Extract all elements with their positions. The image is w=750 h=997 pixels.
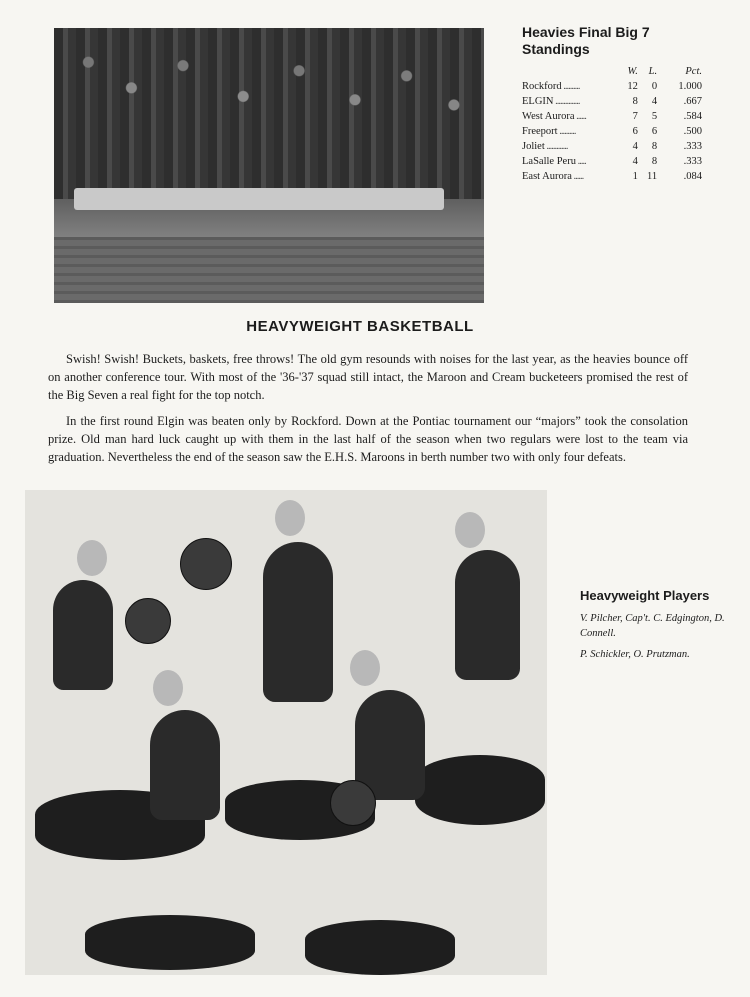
crowd-image: [54, 28, 484, 199]
table-row: [522, 169, 702, 184]
team-photo: [25, 490, 547, 975]
players-title: Heavyweight Players: [580, 588, 710, 603]
pct: 1.000: [678, 81, 702, 92]
team-name: LaSalle Peru .....: [522, 156, 586, 167]
dot-leader: ......: [574, 111, 586, 122]
bench-image: [74, 188, 444, 210]
standings-table: [522, 66, 702, 184]
player-head: [455, 512, 485, 548]
losses: 5: [651, 111, 658, 122]
table-row: [522, 109, 702, 124]
losses: 0: [651, 81, 658, 92]
player-figure: [263, 542, 333, 702]
wins: 1: [632, 171, 638, 182]
floor-hexagon: [85, 915, 255, 970]
players-list: [580, 588, 740, 668]
standings-title: [522, 24, 710, 58]
dot-leader: .....: [575, 156, 586, 167]
header-w: W.: [627, 66, 638, 77]
pct: .084: [683, 171, 702, 182]
page-title: HEAVYWEIGHT BASKETBALL: [246, 318, 474, 335]
gym-floor-image: [54, 237, 484, 303]
table-row: [522, 154, 702, 169]
pct: .333: [683, 156, 702, 167]
player-head: [275, 500, 305, 536]
pct: .500: [683, 126, 702, 137]
dot-leader: .............: [544, 141, 568, 152]
dot-leader: ..........: [557, 126, 576, 137]
player-head: [350, 650, 380, 686]
table-row: [522, 139, 702, 154]
header-l: L.: [648, 66, 658, 77]
player-head: [77, 540, 107, 576]
players-line: V. Pilcher, Cap't. C. Edgington, D. Connell.: [580, 613, 725, 639]
player-figure: [150, 710, 220, 820]
pct: .584: [683, 111, 702, 122]
team-name: East Aurora ......: [522, 171, 584, 182]
team-name: West Aurora ......: [522, 111, 586, 122]
dot-leader: ...............: [553, 96, 580, 107]
basketball: [125, 598, 171, 644]
basketball: [330, 780, 376, 826]
dot-leader: ..........: [561, 81, 580, 92]
pct: .333: [683, 141, 702, 152]
floor-hexagon: [415, 755, 545, 825]
player-figure: [53, 580, 113, 690]
table-row: [522, 79, 702, 94]
table-row: [522, 94, 702, 109]
floor-hexagon: [305, 920, 455, 975]
losses: 6: [651, 126, 658, 137]
players-line: P. Schickler, O. Prutzman.: [580, 649, 690, 660]
standings-title-line2: Standings: [522, 41, 590, 57]
standings-title-line1: Heavies Final Big 7: [522, 24, 650, 40]
losses: 8: [651, 141, 658, 152]
table-row: [522, 124, 702, 139]
header-pct: Pct.: [685, 66, 702, 77]
article-paragraph: In the first round Elgin was beaten only by Rockford. Down at the Pontiac tournament our “majors” took the consolation prize. Old man hard luck caught up with them in the last half of the season when two regulars were lost to the team via graduation. Nevertheless the end of the season saw the E.H.S. Maroons in berth number two with only four defeats.: [48, 414, 688, 464]
team-name: Rockford ..........: [522, 81, 580, 92]
basketball: [180, 538, 232, 590]
wins: 6: [632, 126, 638, 137]
wins: 4: [632, 141, 638, 152]
wins: 12: [627, 81, 638, 92]
losses: 4: [651, 96, 658, 107]
article-paragraph: Swish! Swish! Buckets, baskets, free throws! The old gym resounds with noises for the last year, as the heavies bounce off on another conference tour. With most of the '36-'37 squad still intact, the Maroon and Cream bucketeers promised the rest of the Big Seven a real fight for the top notch.: [48, 352, 688, 402]
losses: 11: [647, 171, 658, 182]
team-name: Freeport ..........: [522, 126, 576, 137]
losses: 8: [651, 156, 658, 167]
crowd-bench-photo: [54, 28, 484, 303]
team-name: Joliet .............: [522, 141, 568, 152]
article-body: [48, 350, 688, 474]
wins: 4: [632, 156, 638, 167]
dot-leader: ......: [571, 171, 584, 182]
wins: 7: [632, 111, 638, 122]
player-figure: [455, 550, 520, 680]
team-name: ELGIN ...............: [522, 96, 580, 107]
wins: 8: [632, 96, 638, 107]
player-head: [153, 670, 183, 706]
standings-box: [522, 24, 710, 184]
pct: .667: [683, 96, 702, 107]
